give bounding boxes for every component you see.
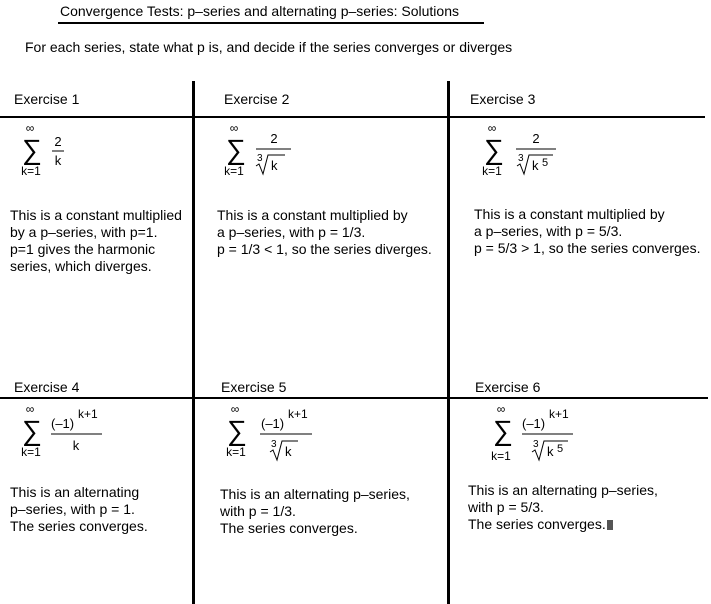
lower-limit: k=1	[226, 445, 246, 459]
exercise-6-label: Exercise 6	[475, 379, 541, 395]
exercise-1-label: Exercise 1	[14, 91, 80, 107]
exercise-6-formula	[487, 403, 587, 465]
sigma-symbol: ∑	[22, 134, 42, 165]
radicand: k	[271, 158, 278, 173]
exercise-3-explanation	[474, 206, 700, 257]
exercise-3-label: Exercise 3	[470, 91, 536, 107]
exercise-1-formula	[20, 122, 110, 184]
exercise-3-formula	[480, 122, 580, 184]
exercise-5-formula	[222, 403, 322, 465]
grid-line-middle	[0, 397, 708, 399]
infinity-symbol: ∞	[229, 121, 239, 135]
exercise-6-explanation	[468, 482, 658, 533]
exercise-5-label: Exercise 5	[221, 379, 287, 395]
instructions-text: For each series, state what p is, and decide if the series converges or diverges	[25, 39, 513, 55]
title-underline	[58, 22, 484, 24]
numerator: 2	[54, 134, 62, 149]
explanation-line: p = 5/3 > 1, so the series converges.	[474, 240, 701, 256]
sigma-symbol: ∑	[484, 134, 504, 165]
explanation-line	[468, 516, 658, 533]
explanation-line: p=1 gives the harmonic	[10, 241, 156, 257]
explanation-line: a p–series, with p = 5/3.	[474, 223, 623, 239]
lower-limit: k=1	[482, 164, 502, 178]
radicand: k	[532, 158, 539, 173]
explanation-line: This is a constant multiplied by	[217, 207, 408, 223]
sigma-symbol: ∑	[493, 415, 513, 446]
explanation-line: This is an alternating	[10, 484, 140, 500]
radicand: k	[547, 444, 554, 459]
numerator: 2	[270, 131, 278, 146]
page-title: Convergence Tests: p–series and alternating p–series: Solutions	[60, 3, 459, 19]
radicand: k	[285, 444, 292, 459]
infinity-symbol: ∞	[25, 121, 35, 135]
sigma-symbol: ∑	[22, 415, 42, 446]
denominator: k	[72, 438, 80, 453]
grid-line-right	[447, 81, 450, 604]
exercise-4-formula	[18, 403, 118, 465]
numerator-base: (–1)	[51, 416, 75, 431]
exercise-1-explanation	[10, 207, 182, 275]
denominator: k	[54, 153, 62, 168]
infinity-symbol: ∞	[230, 402, 240, 416]
lower-limit: k=1	[224, 164, 244, 178]
power: 5	[542, 157, 549, 169]
sigma-symbol: ∑	[226, 134, 246, 165]
explanation-line: with p = 1/3.	[220, 503, 296, 519]
explanation-line: The series converges.	[10, 518, 148, 534]
explanation-line: p = 1/3 < 1, so the series diverges.	[217, 241, 432, 257]
exercise-5-explanation	[220, 486, 410, 537]
root-index: 3	[271, 439, 277, 450]
exercise-4-label: Exercise 4	[14, 379, 80, 395]
power: 5	[557, 443, 564, 455]
infinity-symbol: ∞	[25, 402, 35, 416]
root-index: 3	[533, 439, 539, 450]
numerator-exponent: k+1	[78, 407, 98, 421]
lower-limit: k=1	[21, 445, 41, 459]
numerator-exponent: k+1	[288, 407, 308, 421]
infinity-symbol: ∞	[496, 402, 506, 416]
lower-limit: k=1	[21, 164, 41, 178]
numerator-base: (–1)	[261, 416, 285, 431]
lower-limit: k=1	[491, 449, 511, 463]
root-index: 3	[518, 153, 524, 164]
sigma-symbol: ∑	[227, 415, 247, 446]
exercise-2-explanation	[217, 207, 432, 258]
explanation-line: This is a constant multiplied by	[474, 206, 665, 222]
explanation-line: This is a constant multiplied	[10, 207, 182, 223]
explanation-line: a p–series, with p = 1/3.	[217, 224, 366, 240]
grid-line-left	[192, 81, 195, 604]
text-cursor	[607, 520, 613, 530]
exercise-2-label: Exercise 2	[224, 91, 290, 107]
explanation-line-text: The series converges.	[468, 516, 606, 532]
explanation-line: This is an alternating p–series,	[220, 486, 410, 502]
exercise-4-explanation	[10, 484, 148, 535]
explanation-line: The series converges.	[220, 520, 358, 536]
explanation-line: p–series, with p = 1.	[10, 501, 135, 517]
root-index: 3	[257, 153, 263, 164]
grid-line-top	[0, 116, 705, 118]
explanation-line: series, which diverges.	[10, 258, 152, 274]
exercise-2-formula	[221, 122, 321, 184]
numerator: 2	[532, 131, 540, 146]
explanation-line: by a p–series, with p=1.	[10, 224, 158, 240]
explanation-line: This is an alternating p–series,	[468, 482, 658, 498]
numerator-exponent: k+1	[549, 407, 569, 421]
infinity-symbol: ∞	[487, 121, 497, 135]
explanation-line: with p = 5/3.	[468, 499, 544, 515]
numerator-base: (–1)	[522, 416, 546, 431]
